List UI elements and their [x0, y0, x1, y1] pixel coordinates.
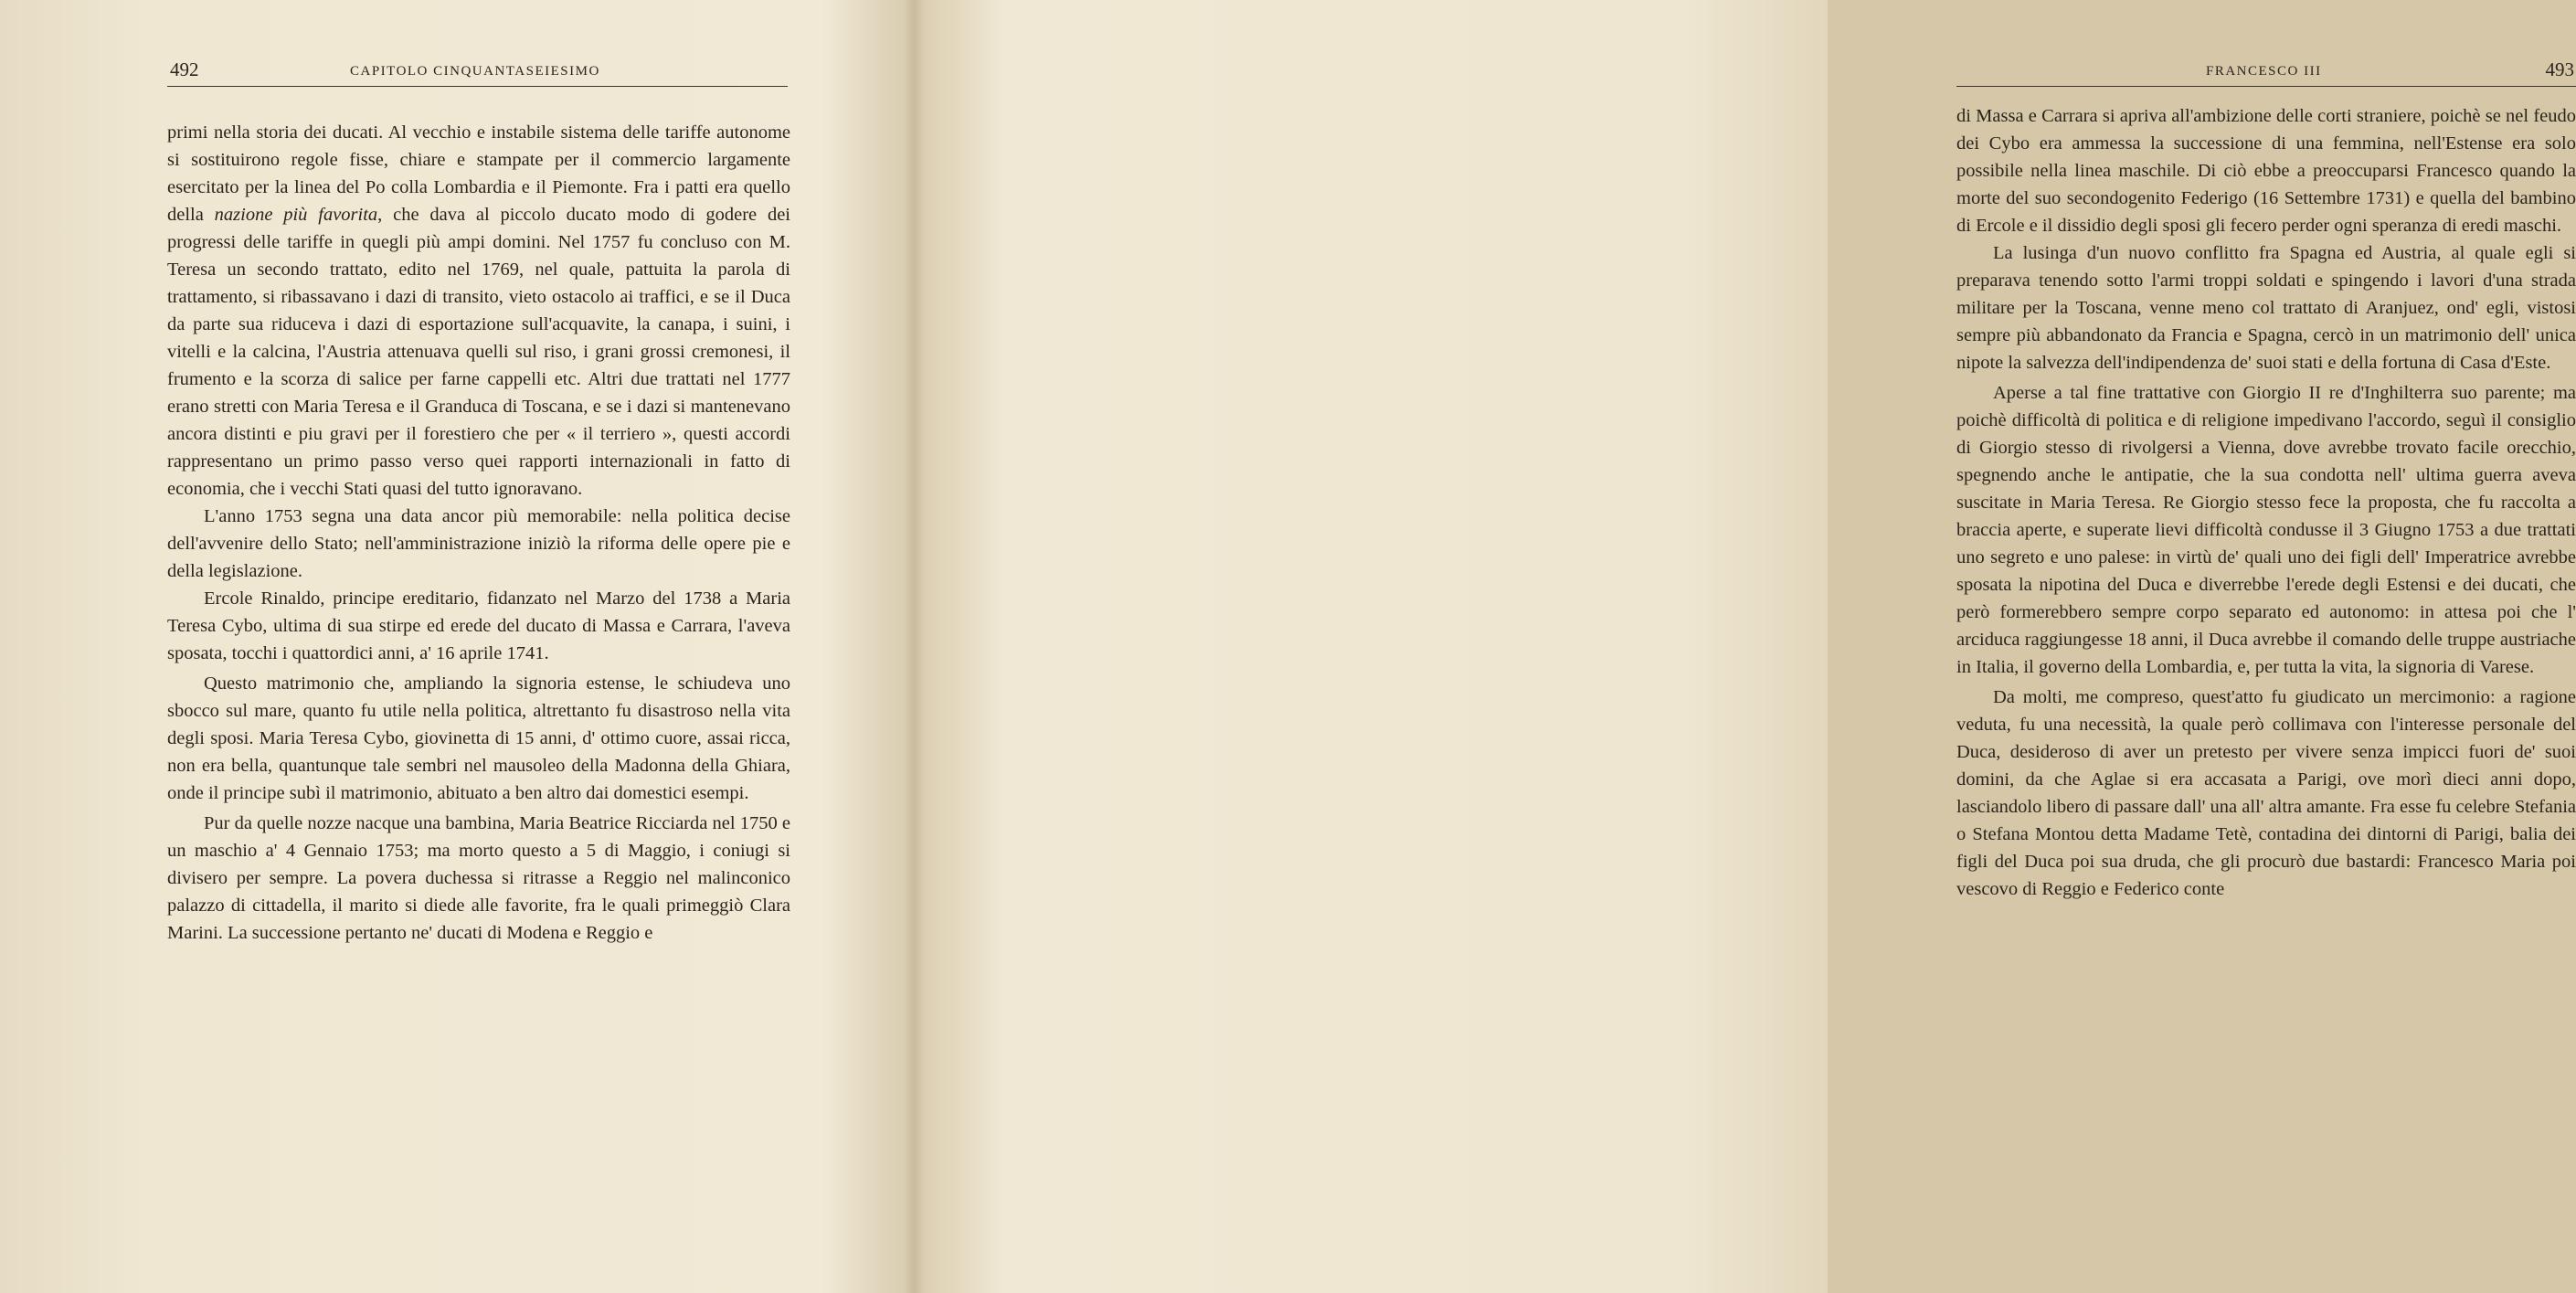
paragraph: Questo matrimonio che, ampliando la signoria estense, le schiudeva uno sbocco sul mare, quanto fu utile nella politica, altrettanto fu disastroso nella vita degli sposi. Maria Teresa Cybo, giovinetta di 15 anni, d' ottimo cuore, assai ricca, non era bella, quantunque tale sembri nel mausoleo della Madonna della Ghiara, onde il principe subì il matrimonio, abituato a ben altro dai domestici esempi. — [167, 673, 790, 803]
paragraph-text: primi nella storia dei ducati. Al vecchio e instabile sistema delle tariffe autonome si sostituirono regole fisse, chiare e stampate per il commercio largamente esercitato per la linea del Po colla Lombardia e il Piemonte. Fra i patti era quello della — [167, 122, 790, 225]
paragraph: Ercole Rinaldo, principe ereditario, fidanzato nel Marzo del 1738 a Maria Teresa Cybo, ultima di sua stirpe ed erede del ducato di Massa e Carrara, l'aveva sposata, tocchi i quattordici anni, a' 16 aprile 1741. — [167, 588, 790, 663]
paragraph-text: , che dava al piccolo ducato modo di godere dei progressi delle tariffe in quegli più ampi domini. Nel 1757 fu concluso con M. Teresa un secondo trattato, edito nel 1769, nel quale, pattuita la parola di trattamento, si ribassavano i dazi di transito, vieto ostacolo ai traffici, e se il Duca da parte sua riduceva i dazi di esportazione sull'acquavite, la canapa, i suini, i vitelli e la calcina, l'Austria attenuava quelli sul riso, i grani grossi cremonesi, il frumento e la scorza di salice per farne cappelli etc. Altri due trattati nel 1777 erano stretti con Maria Teresa e il Granduca di Toscana, e se i dazi si mantenevano ancora distinti e piu gravi per il forestiero che per « il terriero », questi accordi rappresentano un primo passo verso quei rapporti internazionali in fatto di economia, che i vecchi Stati quasi del tutto ignoravano. — [167, 205, 790, 499]
right-page-header — [1956, 57, 2576, 87]
right-page-text — [1956, 102, 2576, 903]
paragraph: Da molti, me compreso, quest'atto fu giudicato un mercimonio: a ragione veduta, fu una necessità, la quale però collimava con l'interesse personale del Duca, desideroso di aver un pretesto per vivere senza impicci fuori de' suoi domini, da che Aglae si era accasata a Parigi, ove morì dieci anni dopo, lasciandolo libero di passare dall' una all' altra amante. Fra esse fu celebre Stefania o Stefana Montou detta Madame Tetè, contadina dei dintorni di Parigi, balia dei figli del Duca poi sua druda, che gli procurò due bastardi: Francesco Maria poi vescovo di Reggio e Federico conte — [1956, 687, 2576, 899]
left-page-header — [167, 57, 788, 87]
paragraph: di Massa e Carrara si apriva all'ambizione delle corti straniere, poichè se nel feudo dei Cybo era ammessa la successione di una femmina, nell'Estense era solo possibile nella linea maschile. Di ciò ebbe a preoccuparsi Francesco quando la morte del suo secondogenito Federigo (16 Settembre 1731) e quella del bambino di Ercole e il dissidio degli sposi gli fecero perder ogni speranza di eredi maschi. — [1956, 106, 2576, 236]
paragraph: Pur da quelle nozze nacque una bambina, Maria Beatrice Ricciarda nel 1750 e un maschio a' 4 Gennaio 1753; ma morto questo a 5 di Maggio, i coniugi si divisero per sempre. La povera duchessa si ritrasse a Reggio nel malinconico palazzo di cittadella, il marito si diede alle favorite, fra le quali primeggiò Clara Marini. La successione pertanto ne' ducati di Modena e Reggio e — [167, 813, 790, 943]
page-number: 493 — [2545, 58, 2574, 80]
italic-phrase: nazione più favorita — [214, 205, 378, 225]
left-page — [0, 0, 914, 1293]
paragraph — [167, 119, 790, 503]
page-number: 492 — [170, 58, 199, 80]
running-title: CAPITOLO CINQUANTASEIESIMO — [350, 64, 600, 79]
paragraph: La lusinga d'un nuovo conflitto fra Spagna ed Austria, al quale egli si preparava tenendo sotto l'armi troppi soldati e spingendo i lavori d'una strada militare per la Toscana, venne meno col trattato di Aranjuez, ond' egli, vistosi sempre più abbandonato da Francia e Spagna, cercò in un matrimonio dell' unica nipote la salvezza dell'indipendenza de' suoi stati e della fortuna di Casa d'Este. — [1956, 243, 2576, 373]
left-page-text — [167, 119, 790, 947]
paragraph: Aperse a tal fine trattative con Giorgio II re d'Inghilterra suo parente; ma poichè difficoltà di politica e di religione impedivano l'accordo, seguì il consiglio di Giorgio stesso di rivolgersi a Vienna, dove avrebbe trovato facile orecchio, spegnendo anche le antipatie, che la sua condotta nell' ultima guerra aveva suscitate in Maria Teresa. Re Giorgio stesso fece la proposta, che fu raccolta a braccia aperte, e superate lievi difficoltà condusse il 3 Giugno 1753 a due trattati uno segreto e uno palese: in virtù de' quali uno dei figli dell' Imperatrice avrebbe sposata la nipotina del Duca e diverrebbe l'erede degli Estensi e dei ducati, che però formerebbero sempre corpo separato ed autonomo: in attesa poi che l' arciduca raggiungesse 18 anni, il Duca avrebbe il comando delle truppe austriache in Italia, il governo della Lombardia, e, per tutta la vita, la signoria di Varese. — [1956, 383, 2576, 677]
right-page — [914, 0, 2576, 1293]
running-title: FRANCESCO III — [2206, 64, 2322, 79]
paragraph: L'anno 1753 segna una data ancor più memorabile: nella politica decise dell'avvenire dello Stato; nell'amministrazione iniziò la riforma delle opere pie e della legislazione. — [167, 506, 790, 581]
